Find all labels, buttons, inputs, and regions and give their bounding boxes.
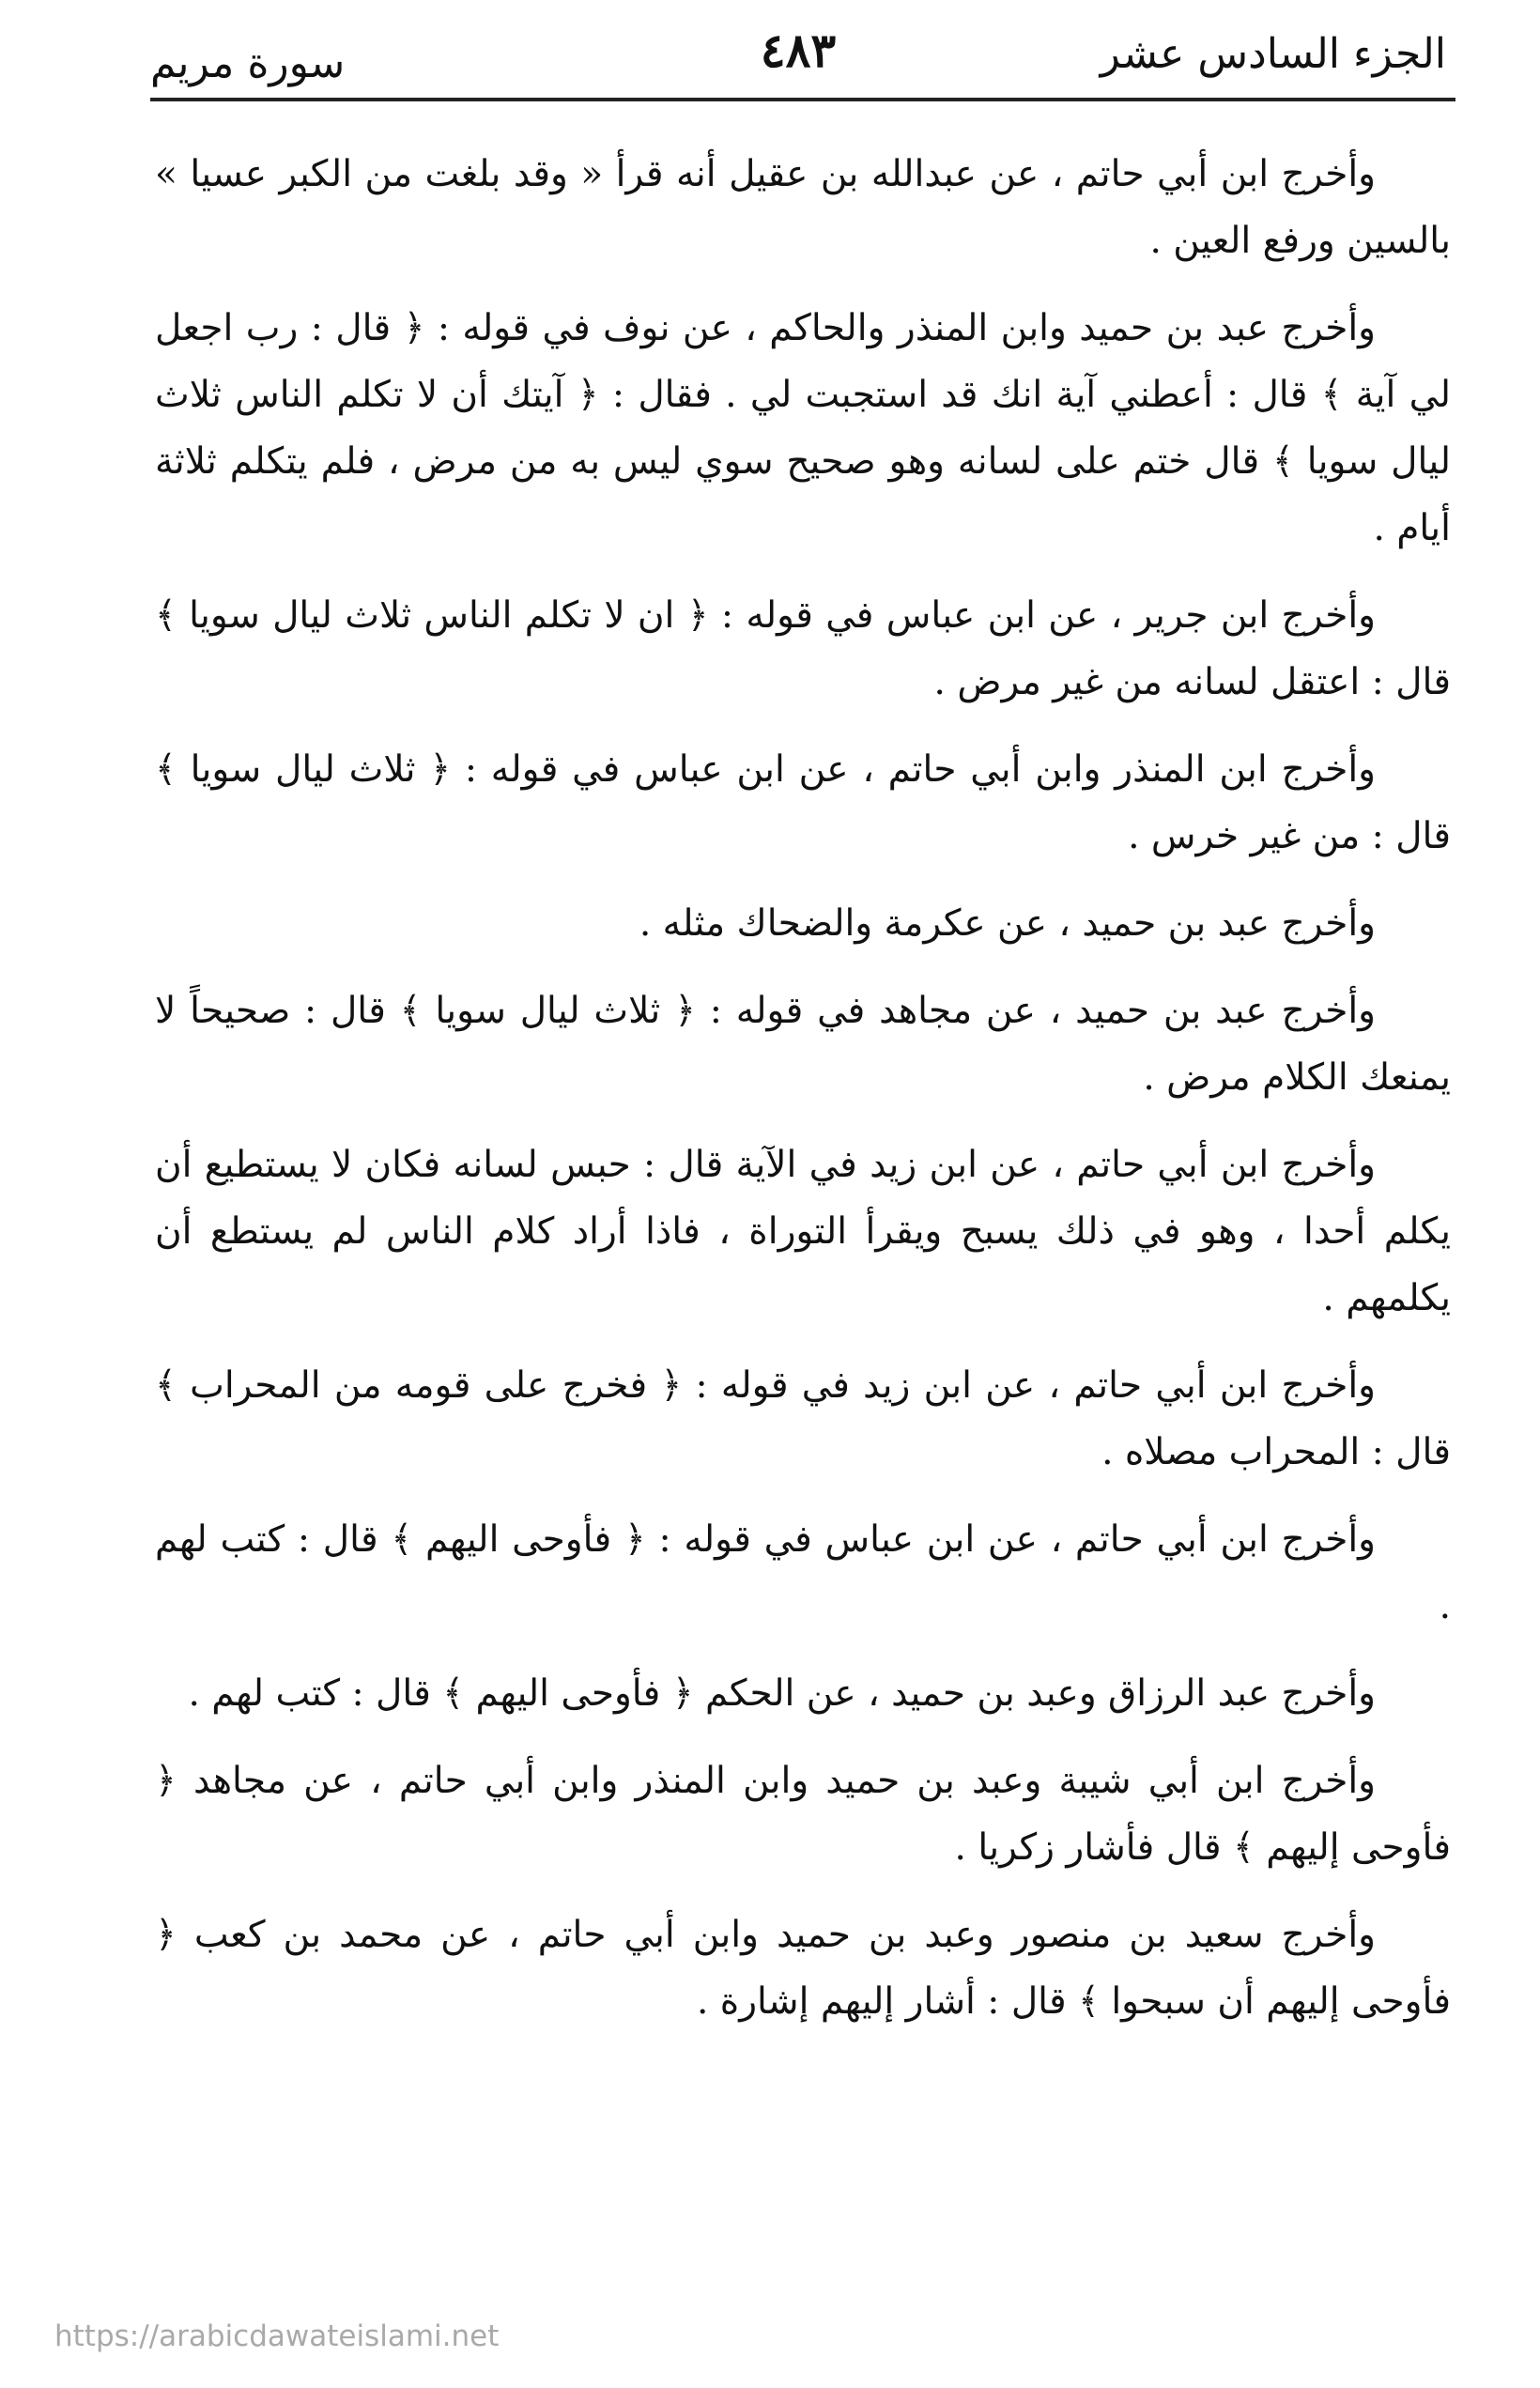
running-head: الجزء السادس عشر <box>1100 30 1446 78</box>
paragraph: وأخرج عبد بن حميد ، عن عكرمة والضحاك مثله . <box>639 902 1376 945</box>
paragraph: وأخرج سعيد بن منصور وعبد بن حميد وابن أبي حاتم ، عن محمد بن كعب ﴿ فأوحى إليهم أن سبحوا ﴾ قال : أشار إليهم إشارة . <box>155 1914 1451 2023</box>
page-number: ٤٨٣ <box>760 23 837 78</box>
paragraph: وأخرج عبد بن حميد ، عن مجاهد في قوله : ﴿ ثلاث ليال سويا ﴾ قال : صحيحاً لا يمنعك الكلام مرض . <box>155 990 1451 1099</box>
page-header <box>150 19 1446 94</box>
paragraph: وأخرج عبد بن حميد وابن المنذر والحاكم ، عن نوف في قوله : ﴿ قال : رب اجعل لي آية ﴾ قال : أعطني آية انك قد استجبت لي . فقال : ﴿ آيتك أن لا تكلم الناس ثلاث ليال سويا ﴾ قال ختم على لسانه وهو صحيح سوي ليس به من مرض ، فلم يتكلم ثلاثة أيام . <box>155 307 1451 549</box>
paragraph: وأخرج عبد الرزاق وعبد بن حميد ، عن الحكم ﴿ فأوحى اليهم ﴾ قال : كتب لهم . <box>188 1672 1376 1715</box>
paragraph: وأخرج ابن أبي حاتم ، عن ابن عباس في قوله : ﴿ فأوحى اليهم ﴾ قال : كتب لهم . <box>155 1518 1451 1627</box>
surah-name: سورة مريم <box>150 39 346 87</box>
paragraph: وأخرج ابن أبي حاتم ، عن ابن زيد في الآية قال : حبس لسانه فكان لا يستطيع أن يكلم أحدا ، وهو في ذلك يسبح ويقرأ التوراة ، فاذا أراد كلام الناس لم يستطع أن يكلمهم . <box>155 1144 1451 1319</box>
paragraph: وأخرج ابن جرير ، عن ابن عباس في قوله : ﴿ ان لا تكلم الناس ثلاث ليال سويا ﴾ قال : اعتقل لسانه من غير مرض . <box>155 594 1451 703</box>
paragraph: وأخرج ابن أبي حاتم ، عن عبدالله بن عقيل أنه قرأ « وقد بلغت من الكبر عسيا » بالسين ورفع العين . <box>155 153 1451 262</box>
body-text <box>155 141 1451 2056</box>
paragraph: وأخرج ابن أبي شيبة وعبد بن حميد وابن المنذر وابن أبي حاتم ، عن مجاهد ﴿ فأوحى إليهم ﴾ قال فأشار زكريا . <box>155 1760 1451 1869</box>
header-rule <box>150 98 1455 101</box>
source-watermark: https://arabicdawateislami.net <box>54 2319 500 2353</box>
paragraph: وأخرج ابن أبي حاتم ، عن ابن زيد في قوله : ﴿ فخرج على قومه من المحراب ﴾ قال : المحراب مصلاه . <box>155 1364 1451 1473</box>
paragraph: وأخرج ابن المنذر وابن أبي حاتم ، عن ابن عباس في قوله : ﴿ ثلاث ليال سويا ﴾ قال : من غير خرس . <box>155 748 1451 857</box>
